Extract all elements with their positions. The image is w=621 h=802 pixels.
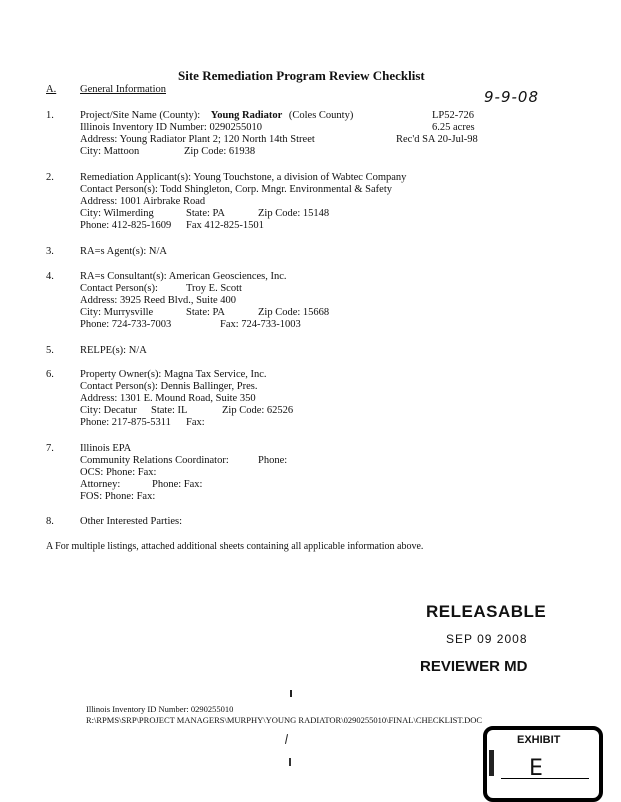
consultant-fax: Fax: 724-733-1003 bbox=[220, 319, 301, 330]
item-8-number: 8. bbox=[46, 516, 54, 527]
footer-inventory-id: Illinois Inventory ID Number: 0290255010 bbox=[86, 704, 234, 714]
applicant-city: City: Wilmerding bbox=[80, 208, 154, 219]
site-name: Young Radiator bbox=[210, 110, 283, 121]
site-address: Address: Young Radiator Plant 2; 120 North 14th Street bbox=[80, 134, 315, 145]
reviewer-stamp: REVIEWER MD bbox=[420, 658, 528, 675]
owner-address: Address: 1301 E. Mound Road, Suite 350 bbox=[80, 393, 256, 404]
footer-file-path: R:\RPMS\SRP\PROJECT MANAGERS\MURPHY\YOUNG RADIATOR\0290255010\FINAL\CHECKLIST.DOC bbox=[86, 715, 483, 725]
scan-mark bbox=[285, 734, 288, 744]
lpc-code: LP52-726 bbox=[432, 110, 474, 121]
item-3-number: 3. bbox=[46, 246, 54, 257]
owner-fax: Fax: bbox=[186, 417, 205, 428]
relpe: RELPE(s): N/A bbox=[80, 345, 147, 356]
consultant-city: City: Murrysville bbox=[80, 307, 154, 318]
exhibit-line bbox=[501, 778, 589, 779]
section-a-heading: General Information bbox=[80, 84, 167, 95]
property-owner: Property Owner(s): Magna Tax Service, Inc. bbox=[80, 369, 267, 380]
consultant-contact: Troy E. Scott bbox=[186, 283, 242, 294]
consultant-contact-label: Contact Person(s): bbox=[80, 283, 158, 294]
consultant-address: Address: 3925 Reed Blvd., Suite 400 bbox=[80, 295, 237, 306]
other-parties: Other Interested Parties: bbox=[80, 516, 183, 527]
owner-phone: Phone: 217-875-5311 bbox=[80, 417, 171, 428]
site-city: City: Mattoon bbox=[80, 146, 140, 157]
consultant-zip: Zip Code: 15668 bbox=[258, 307, 330, 318]
scan-mark bbox=[289, 758, 291, 766]
item-5-number: 5. bbox=[46, 345, 54, 356]
item-number: 6. bbox=[46, 369, 54, 380]
community-relations: Community Relations Coordinator: bbox=[80, 455, 229, 466]
site-county: (Coles County) bbox=[288, 110, 354, 121]
releasable-stamp: RELEASABLE bbox=[426, 602, 547, 621]
section-a-label: A. bbox=[46, 84, 57, 95]
exhibit-label: EXHIBIT bbox=[517, 734, 561, 746]
site-zip: Zip Code: 61938 bbox=[184, 146, 256, 157]
owner-city: City: Decatur bbox=[80, 405, 137, 416]
attorney-label: Attorney: bbox=[80, 479, 121, 490]
fos-line: FOS: Phone: Fax: bbox=[80, 491, 156, 502]
consultant-phone: Phone: 724-733-7003 bbox=[80, 319, 172, 330]
item-number: 7. bbox=[46, 443, 54, 454]
ra-consultant: RA=s Consultant(s): American Geosciences, Inc. bbox=[80, 271, 287, 282]
remediation-applicant: Remediation Applicant(s): Young Touchstone, a division of Wabtec Company bbox=[80, 172, 407, 183]
crc-phone: Phone: bbox=[258, 455, 288, 466]
inventory-id: Illinois Inventory ID Number: 0290255010 bbox=[80, 122, 262, 133]
item-number: 4. bbox=[46, 271, 54, 282]
exhibit-side-strip bbox=[489, 750, 494, 776]
handwritten-date: 9-9-08 bbox=[484, 88, 539, 106]
applicant-state: State: PA bbox=[186, 208, 225, 219]
exhibit-sticker bbox=[483, 726, 603, 802]
project-site-label-text: Project/Site Name (County): bbox=[80, 110, 201, 121]
owner-zip: Zip Code: 62526 bbox=[222, 405, 294, 416]
received-date: Rec'd SA 20-Jul-98 bbox=[396, 134, 478, 145]
item-number: 2. bbox=[46, 172, 54, 183]
owner-state: State: IL bbox=[151, 405, 188, 416]
ocs-line: OCS: Phone: Fax: bbox=[80, 467, 157, 478]
applicant-contact: Contact Person(s): Todd Shingleton, Corp. Mngr. Environmental & Safety bbox=[80, 184, 393, 195]
project-site-label bbox=[80, 110, 353, 122]
ra-agent: RA=s Agent(s): N/A bbox=[80, 246, 168, 257]
acreage: 6.25 acres bbox=[432, 122, 475, 133]
owner-contact: Contact Person(s): Dennis Ballinger, Pres. bbox=[80, 381, 258, 392]
applicant-address: Address: 1001 Airbrake Road bbox=[80, 196, 206, 207]
applicant-zip: Zip Code: 15148 bbox=[258, 208, 330, 219]
illinois-epa: Illinois EPA bbox=[80, 443, 132, 454]
applicant-phone: Phone: 412-825-1609 bbox=[80, 220, 172, 231]
footnote: A For multiple listings, attached additional sheets containing all applicable information above. bbox=[46, 541, 424, 552]
consultant-state: State: PA bbox=[186, 307, 225, 318]
attorney-phone-fax: Phone: Fax: bbox=[152, 479, 203, 490]
page-title: Site Remediation Program Review Checklist bbox=[178, 68, 425, 83]
scan-mark bbox=[290, 690, 292, 697]
applicant-fax: Fax 412-825-1501 bbox=[186, 220, 264, 231]
exhibit-value: E bbox=[529, 756, 543, 781]
item-number: 1. bbox=[46, 110, 54, 121]
stamp-date: SEP 09 2008 bbox=[446, 632, 528, 646]
